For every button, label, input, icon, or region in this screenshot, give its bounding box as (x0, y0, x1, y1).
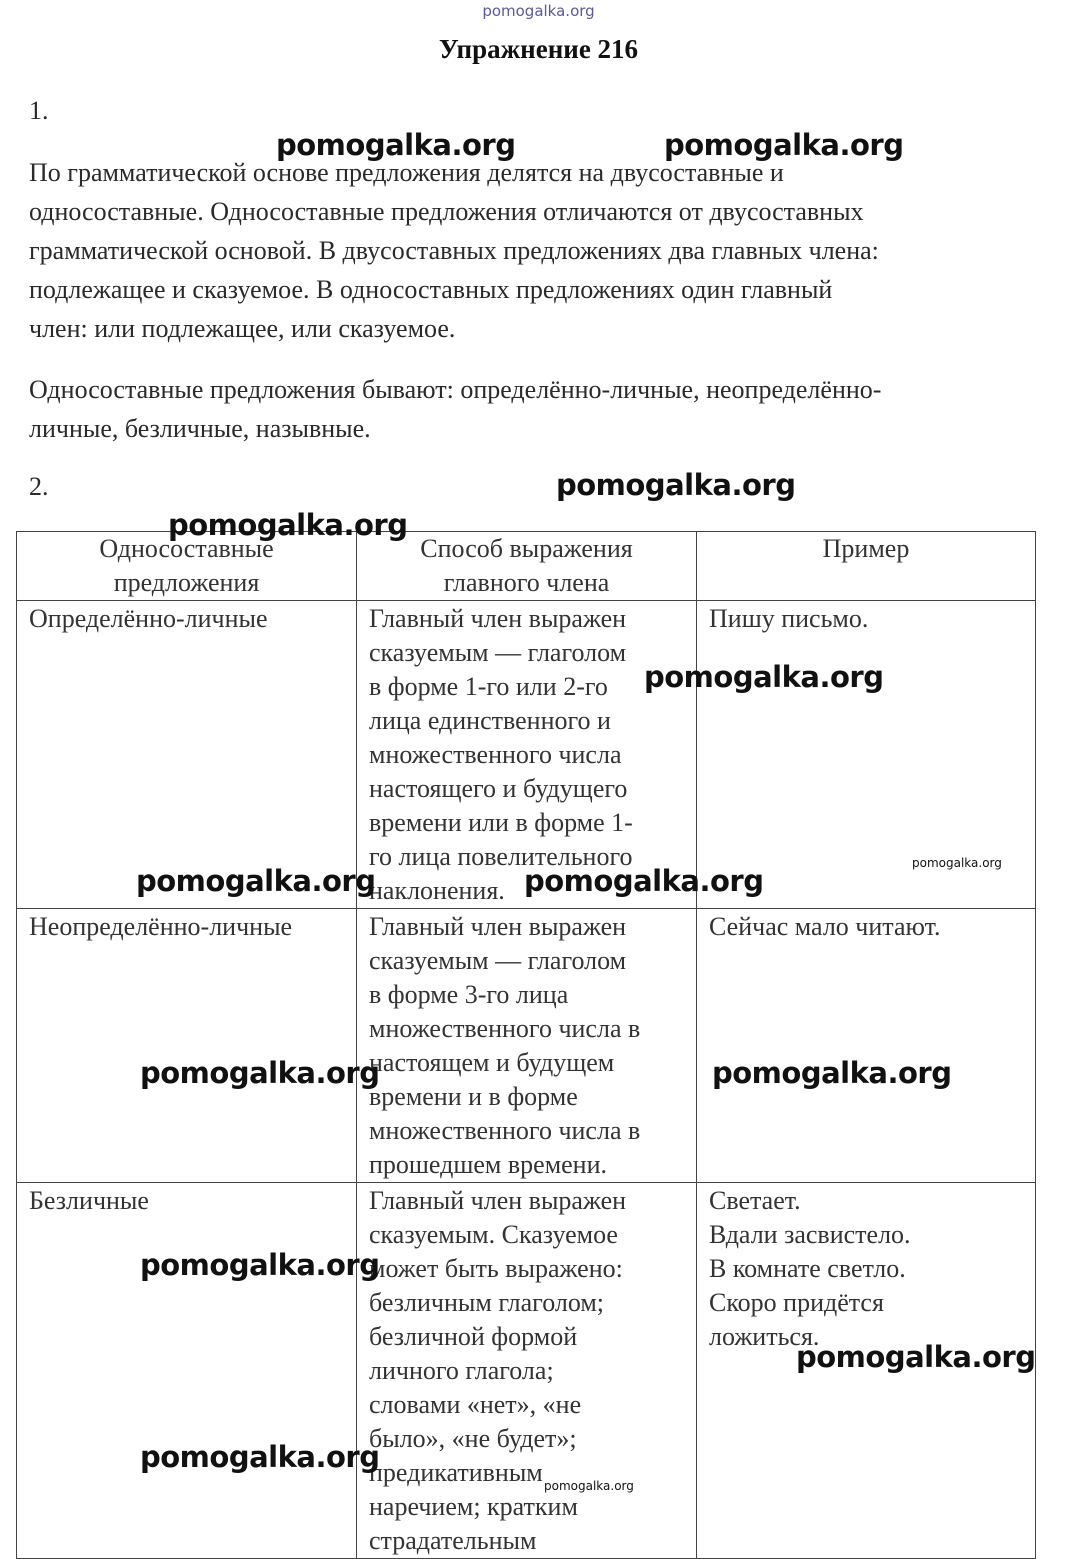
cell-line: Главный член выражен (369, 1186, 627, 1215)
paragraph-1-line: По грамматической основе предложения делятся на двусоставные и (29, 158, 784, 187)
cell-type (17, 909, 357, 1183)
cell-example (697, 909, 1036, 1183)
header-line: Односоставные (99, 534, 274, 563)
watermark: pomogalka.org (140, 1440, 380, 1474)
paragraph-1 (29, 153, 1029, 348)
paragraph-1-line: грамматической основой. В двусоставных предложениях два главных члена: (29, 236, 879, 265)
watermark: pomogalka.org (796, 1340, 1036, 1374)
watermark: pomogalka.org (168, 508, 408, 542)
header-line: предложения (113, 568, 260, 597)
cell-line: Вдали засвистело. (709, 1220, 911, 1249)
cell-line: личного глагола; (369, 1356, 554, 1385)
cell-line: Сейчас мало читают. (709, 912, 941, 941)
cell-line: множественного числа в (369, 1014, 641, 1043)
watermark-small: pomogalka.org (912, 856, 1002, 870)
table-row (17, 909, 1036, 1183)
watermark-small: pomogalka.org (544, 1479, 634, 1493)
cell-line: настоящем и будущем (369, 1048, 615, 1077)
cell-line: множественного числа (369, 740, 622, 769)
header-cell-example (697, 532, 1036, 601)
paragraph-2 (29, 370, 1029, 448)
cell-line: го лица повелительного (369, 842, 633, 871)
table-row (17, 601, 1036, 909)
watermark: pomogalka.org (136, 864, 376, 898)
cell-line: Определённо-личные (29, 604, 268, 633)
cell-line: прошедшем времени. (369, 1150, 608, 1179)
header-cell-method (357, 532, 697, 601)
cell-line: ложиться. (709, 1322, 820, 1351)
cell-line: в форме 3-го лица (369, 980, 569, 1009)
cell-method (357, 1183, 697, 1559)
cell-method (357, 601, 697, 909)
watermark: pomogalka.org (140, 1248, 380, 1282)
section-2-number: 2. (29, 472, 49, 501)
cell-line: сказуемым — глаголом (369, 946, 627, 975)
cell-line: словами «нет», «не (369, 1390, 582, 1419)
cell-line: безличным глаголом; (369, 1288, 605, 1317)
cell-line: Безличные (29, 1186, 149, 1215)
paragraph-2-line: Односоставные предложения бывают: определённо-личные, неопределённо- (29, 375, 882, 404)
cell-line: сказуемым. Сказуемое (369, 1220, 618, 1249)
cell-line: Пишу письмо. (709, 604, 869, 633)
site-header-watermark: pomogalka.org (482, 2, 595, 20)
watermark: pomogalka.org (644, 660, 884, 694)
watermark: pomogalka.org (712, 1056, 952, 1090)
cell-line: в форме 1-го или 2-го (369, 672, 608, 701)
cell-line: сказуемым — глаголом (369, 638, 627, 667)
header-line: Способ выражения (420, 534, 633, 563)
cell-line: настоящего и будущего (369, 774, 628, 803)
cell-line: времени и в форме (369, 1082, 578, 1111)
cell-line: времени или в форме 1- (369, 808, 633, 837)
cell-line: может быть выражено: (369, 1254, 623, 1283)
cell-type (17, 1183, 357, 1559)
cell-line: множественного числа в (369, 1116, 641, 1145)
watermark: pomogalka.org (276, 128, 516, 162)
cell-line: лица единственного и (369, 706, 611, 735)
cell-line: Неопределённо-личные (29, 912, 293, 941)
cell-line: предикативным (369, 1458, 543, 1487)
paragraph-1-line: односоставные. Односоставные предложения отличаются от двусоставных (29, 197, 864, 226)
cell-line: наречием; кратким (369, 1492, 578, 1521)
watermark: pomogalka.org (556, 468, 796, 502)
cell-line: В комнате светло. (709, 1254, 906, 1283)
cell-line: страдательным (369, 1526, 537, 1555)
watermark: pomogalka.org (524, 864, 764, 898)
header-line: Пример (822, 534, 910, 563)
exercise-title: Упражнение 216 (438, 34, 639, 64)
cell-line: Скоро придётся (709, 1288, 884, 1317)
cell-line: было», «не будет»; (369, 1424, 577, 1453)
cell-line: Светает. (709, 1186, 801, 1215)
watermark: pomogalka.org (664, 128, 904, 162)
paragraph-2-line: личные, безличные, назывные. (29, 414, 371, 443)
paragraph-1-line: член: или подлежащее, или сказуемое. (29, 314, 456, 343)
cell-line: наклонения. (369, 876, 505, 905)
cell-method (357, 909, 697, 1183)
cell-line: Главный член выражен (369, 604, 627, 633)
section-1-number: 1. (29, 96, 49, 125)
watermark: pomogalka.org (140, 1056, 380, 1090)
cell-type (17, 601, 357, 909)
paragraph-1-line: подлежащее и сказуемое. В односоставных предложениях один главный (29, 275, 833, 304)
cell-line: безличной формой (369, 1322, 578, 1351)
header-line: главного члена (443, 568, 610, 597)
cell-line: Главный член выражен (369, 912, 627, 941)
